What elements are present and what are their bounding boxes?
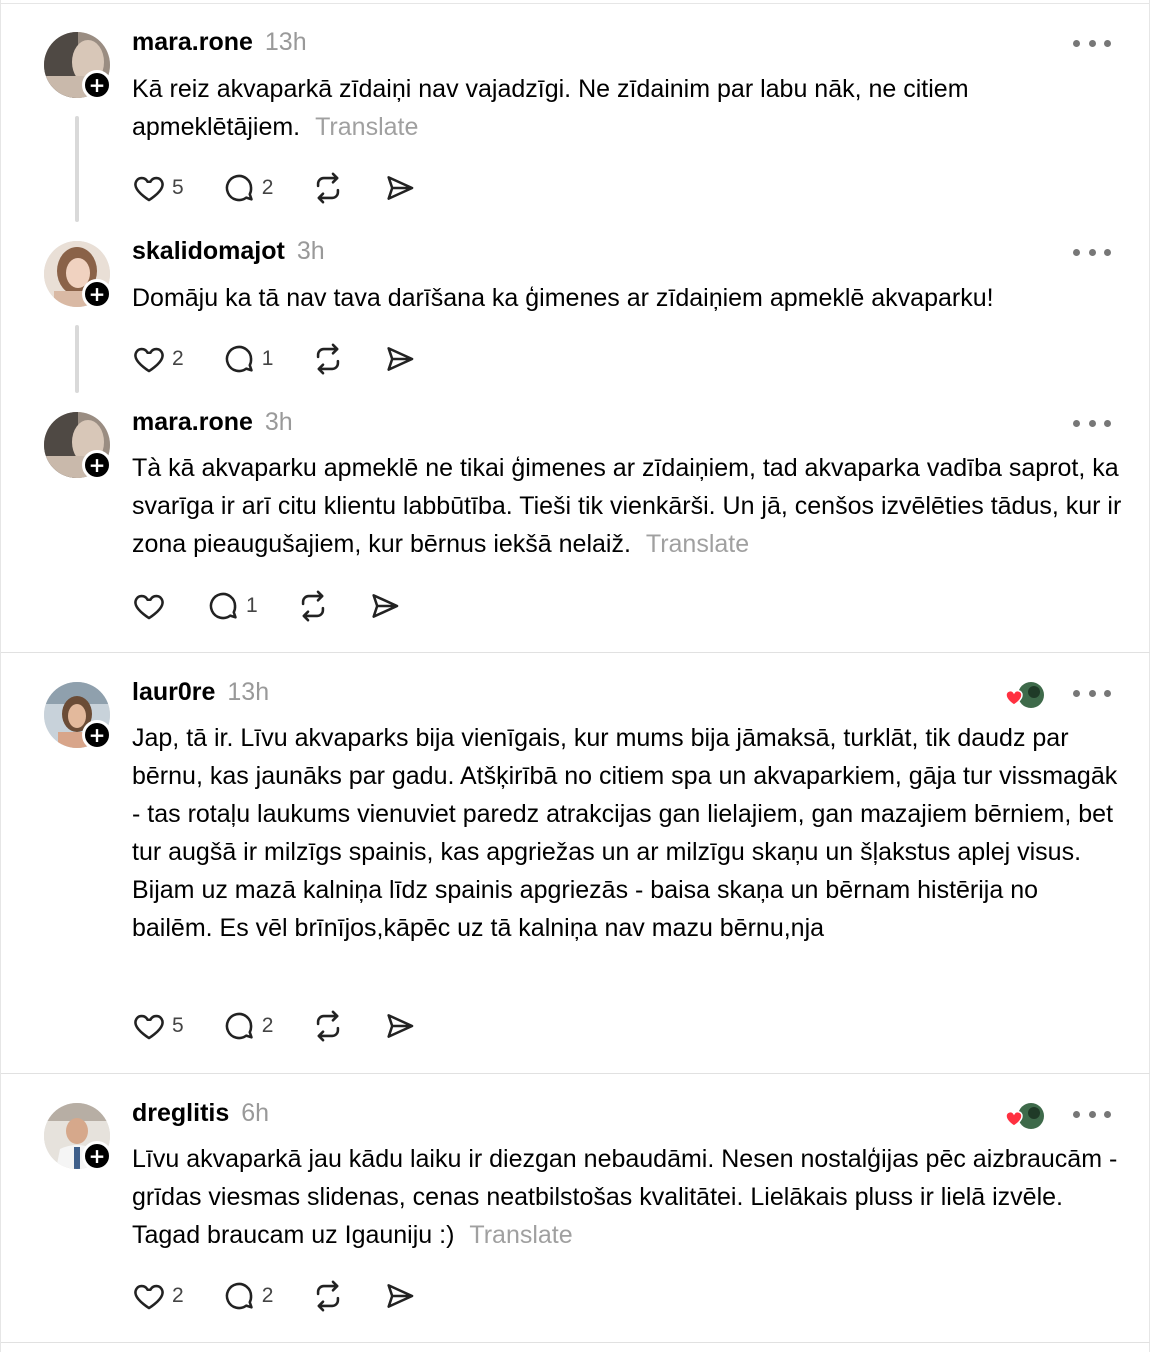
reply-count: 2 bbox=[261, 176, 274, 199]
reply-avatars[interactable] bbox=[1003, 680, 1049, 710]
heart-icon bbox=[132, 171, 166, 205]
send-icon bbox=[383, 171, 417, 205]
repost-button[interactable] bbox=[311, 342, 345, 376]
post-text-content: Jap, tā ir. Līvu akvaparks bija vienīgais, kur mums bija jāmaksā, turklāt, tik daudz par bērnu, kas jaunāks par gadu. Atšķirībā no citiem spa un akvaparkiem, gāja tur vissmagāk - tas rotaļu laukums vienuviet paredz atrakcijas gan lielajiem, gan mazajiem bērniem, bet tur augšā ir milzīgs spainis, kas apgriežas un ar milzīgu skaņu un šļakstus aplej visus. Bijam uz mazā kalniņa līdz spainis apgriezās - baisa skaņa un bērnam histērija no bailēm. Es vēl brīnījos,kāpēc uz tā kalniņa nav mazu bērnu,nja bbox=[132, 724, 1118, 942]
post-divider bbox=[1, 1342, 1150, 1343]
post-text bbox=[132, 1140, 1122, 1254]
more-horizontal-icon[interactable] bbox=[1073, 420, 1111, 430]
heart-icon bbox=[132, 589, 166, 623]
like-button[interactable] bbox=[132, 342, 184, 376]
follow-plus-icon[interactable]: + bbox=[82, 720, 112, 750]
avatar[interactable] bbox=[44, 241, 110, 307]
like-button[interactable] bbox=[132, 171, 184, 205]
speech-bubble-icon bbox=[206, 589, 240, 623]
post-text bbox=[132, 449, 1122, 563]
action-bar bbox=[132, 1008, 455, 1044]
like-button[interactable] bbox=[132, 589, 166, 623]
share-button[interactable] bbox=[368, 589, 402, 623]
reply-count: 1 bbox=[261, 347, 274, 370]
translate-link[interactable]: Translate bbox=[469, 1221, 573, 1249]
timestamp[interactable]: 3h bbox=[264, 408, 293, 436]
speech-bubble-icon bbox=[222, 1279, 256, 1313]
thread-line bbox=[75, 325, 79, 393]
like-count: 5 bbox=[172, 1014, 184, 1037]
post-text-content: Līvu akvaparkā jau kādu laiku ir diezgan nebaudāmi. Nesen nostalģijas pēc aizbraucām - grīdas viesmas slidenas, cenas neatbilstošas kvalitātei. Lielākais pluss ir lielā izvēle. Tagad braucam uz Igauniju :) bbox=[132, 1145, 1118, 1249]
like-count: 5 bbox=[172, 176, 184, 199]
post-text bbox=[132, 279, 1122, 317]
send-icon bbox=[368, 589, 402, 623]
post-text-content: Kā reiz akvaparkā zīdaiņi nav vajadzīgi. Ne zīdainim par labu nāk, ne citiem apmeklētājiem. bbox=[132, 75, 969, 141]
post-header bbox=[132, 1099, 269, 1131]
reply-button[interactable] bbox=[222, 1009, 274, 1043]
send-icon bbox=[383, 342, 417, 376]
username[interactable]: mara.rone bbox=[132, 28, 253, 56]
more-horizontal-icon[interactable] bbox=[1073, 40, 1111, 50]
repost-button[interactable] bbox=[311, 1279, 345, 1313]
timestamp[interactable]: 13h bbox=[227, 678, 270, 706]
send-icon bbox=[383, 1279, 417, 1313]
like-button[interactable] bbox=[132, 1279, 184, 1313]
reply-count: 2 bbox=[261, 1014, 274, 1037]
repost-button[interactable] bbox=[296, 589, 330, 623]
top-divider bbox=[1, 3, 1150, 4]
speech-bubble-icon bbox=[222, 1009, 256, 1043]
follow-plus-icon[interactable]: + bbox=[82, 1141, 112, 1171]
avatar[interactable] bbox=[44, 1103, 110, 1169]
username[interactable]: skalidomajot bbox=[132, 237, 285, 265]
speech-bubble-icon bbox=[222, 342, 256, 376]
post-text-content: Domāju ka tā nav tava darīšana ka ģimenes ar zīdaiņiem apmeklē akvaparku! bbox=[132, 284, 994, 312]
repost-button[interactable] bbox=[311, 171, 345, 205]
follow-plus-icon[interactable]: + bbox=[82, 450, 112, 480]
post-divider bbox=[1, 652, 1150, 653]
repost-icon bbox=[296, 589, 330, 623]
share-button[interactable] bbox=[383, 1279, 417, 1313]
action-bar bbox=[132, 1278, 455, 1314]
repost-icon bbox=[311, 1009, 345, 1043]
username[interactable]: dreglitis bbox=[132, 1099, 230, 1127]
like-count: 2 bbox=[172, 1284, 184, 1307]
follow-plus-icon[interactable]: + bbox=[82, 70, 112, 100]
more-horizontal-icon[interactable] bbox=[1073, 690, 1111, 700]
post-header bbox=[132, 28, 307, 60]
thread-line bbox=[75, 116, 79, 222]
post-text bbox=[132, 70, 1122, 146]
timestamp[interactable]: 13h bbox=[264, 28, 307, 56]
heart-icon bbox=[1006, 691, 1022, 705]
repost-icon bbox=[311, 1279, 345, 1313]
action-bar bbox=[132, 170, 455, 206]
follow-plus-icon[interactable]: + bbox=[82, 279, 112, 309]
share-button[interactable] bbox=[383, 171, 417, 205]
like-count: 2 bbox=[172, 347, 184, 370]
reply-count: 1 bbox=[246, 594, 258, 617]
post-divider bbox=[1, 1073, 1150, 1074]
reply-count: 2 bbox=[261, 1284, 274, 1307]
username[interactable]: mara.rone bbox=[132, 408, 253, 436]
avatar[interactable] bbox=[44, 32, 110, 98]
reply-button[interactable] bbox=[222, 171, 274, 205]
action-bar bbox=[132, 588, 440, 624]
more-horizontal-icon[interactable] bbox=[1073, 249, 1111, 259]
heart-icon bbox=[132, 1009, 166, 1043]
username[interactable]: laur0re bbox=[132, 678, 216, 706]
more-horizontal-icon[interactable] bbox=[1073, 1111, 1111, 1121]
like-button[interactable] bbox=[132, 1009, 184, 1043]
timestamp[interactable]: 3h bbox=[296, 237, 325, 265]
repost-button[interactable] bbox=[311, 1009, 345, 1043]
post-header bbox=[132, 678, 269, 710]
reply-button[interactable] bbox=[222, 1279, 274, 1313]
avatar[interactable] bbox=[44, 412, 110, 478]
post-text-content: Tà kā akvaparku apmeklē ne tikai ģimenes ar zīdaiņiem, tad akvaparka vadība saprot, ka svarīga ir arī citu klientu labbūtība. Tieši tik vienkārši. Un jā, cenšos izvēlēties tādus, kur ir zona pieaugušajiem, kur bērnus iekšā nelaiž. bbox=[132, 454, 1122, 558]
share-button[interactable] bbox=[383, 1009, 417, 1043]
timestamp[interactable]: 6h bbox=[241, 1099, 270, 1127]
heart-icon bbox=[132, 1279, 166, 1313]
post-header bbox=[132, 237, 325, 269]
reply-avatars[interactable] bbox=[1003, 1101, 1049, 1131]
speech-bubble-icon bbox=[222, 171, 256, 205]
action-bar bbox=[132, 341, 455, 377]
repost-icon bbox=[311, 171, 345, 205]
avatar[interactable] bbox=[44, 682, 110, 748]
post-text bbox=[132, 719, 1122, 947]
post-header bbox=[132, 408, 293, 440]
reply-button[interactable] bbox=[206, 589, 258, 623]
reply-button[interactable] bbox=[222, 342, 274, 376]
repost-icon bbox=[311, 342, 345, 376]
translate-link[interactable]: Translate bbox=[315, 113, 419, 141]
heart-icon bbox=[1006, 1112, 1022, 1126]
send-icon bbox=[383, 1009, 417, 1043]
heart-icon bbox=[132, 342, 166, 376]
share-button[interactable] bbox=[383, 342, 417, 376]
translate-link[interactable]: Translate bbox=[645, 530, 750, 558]
